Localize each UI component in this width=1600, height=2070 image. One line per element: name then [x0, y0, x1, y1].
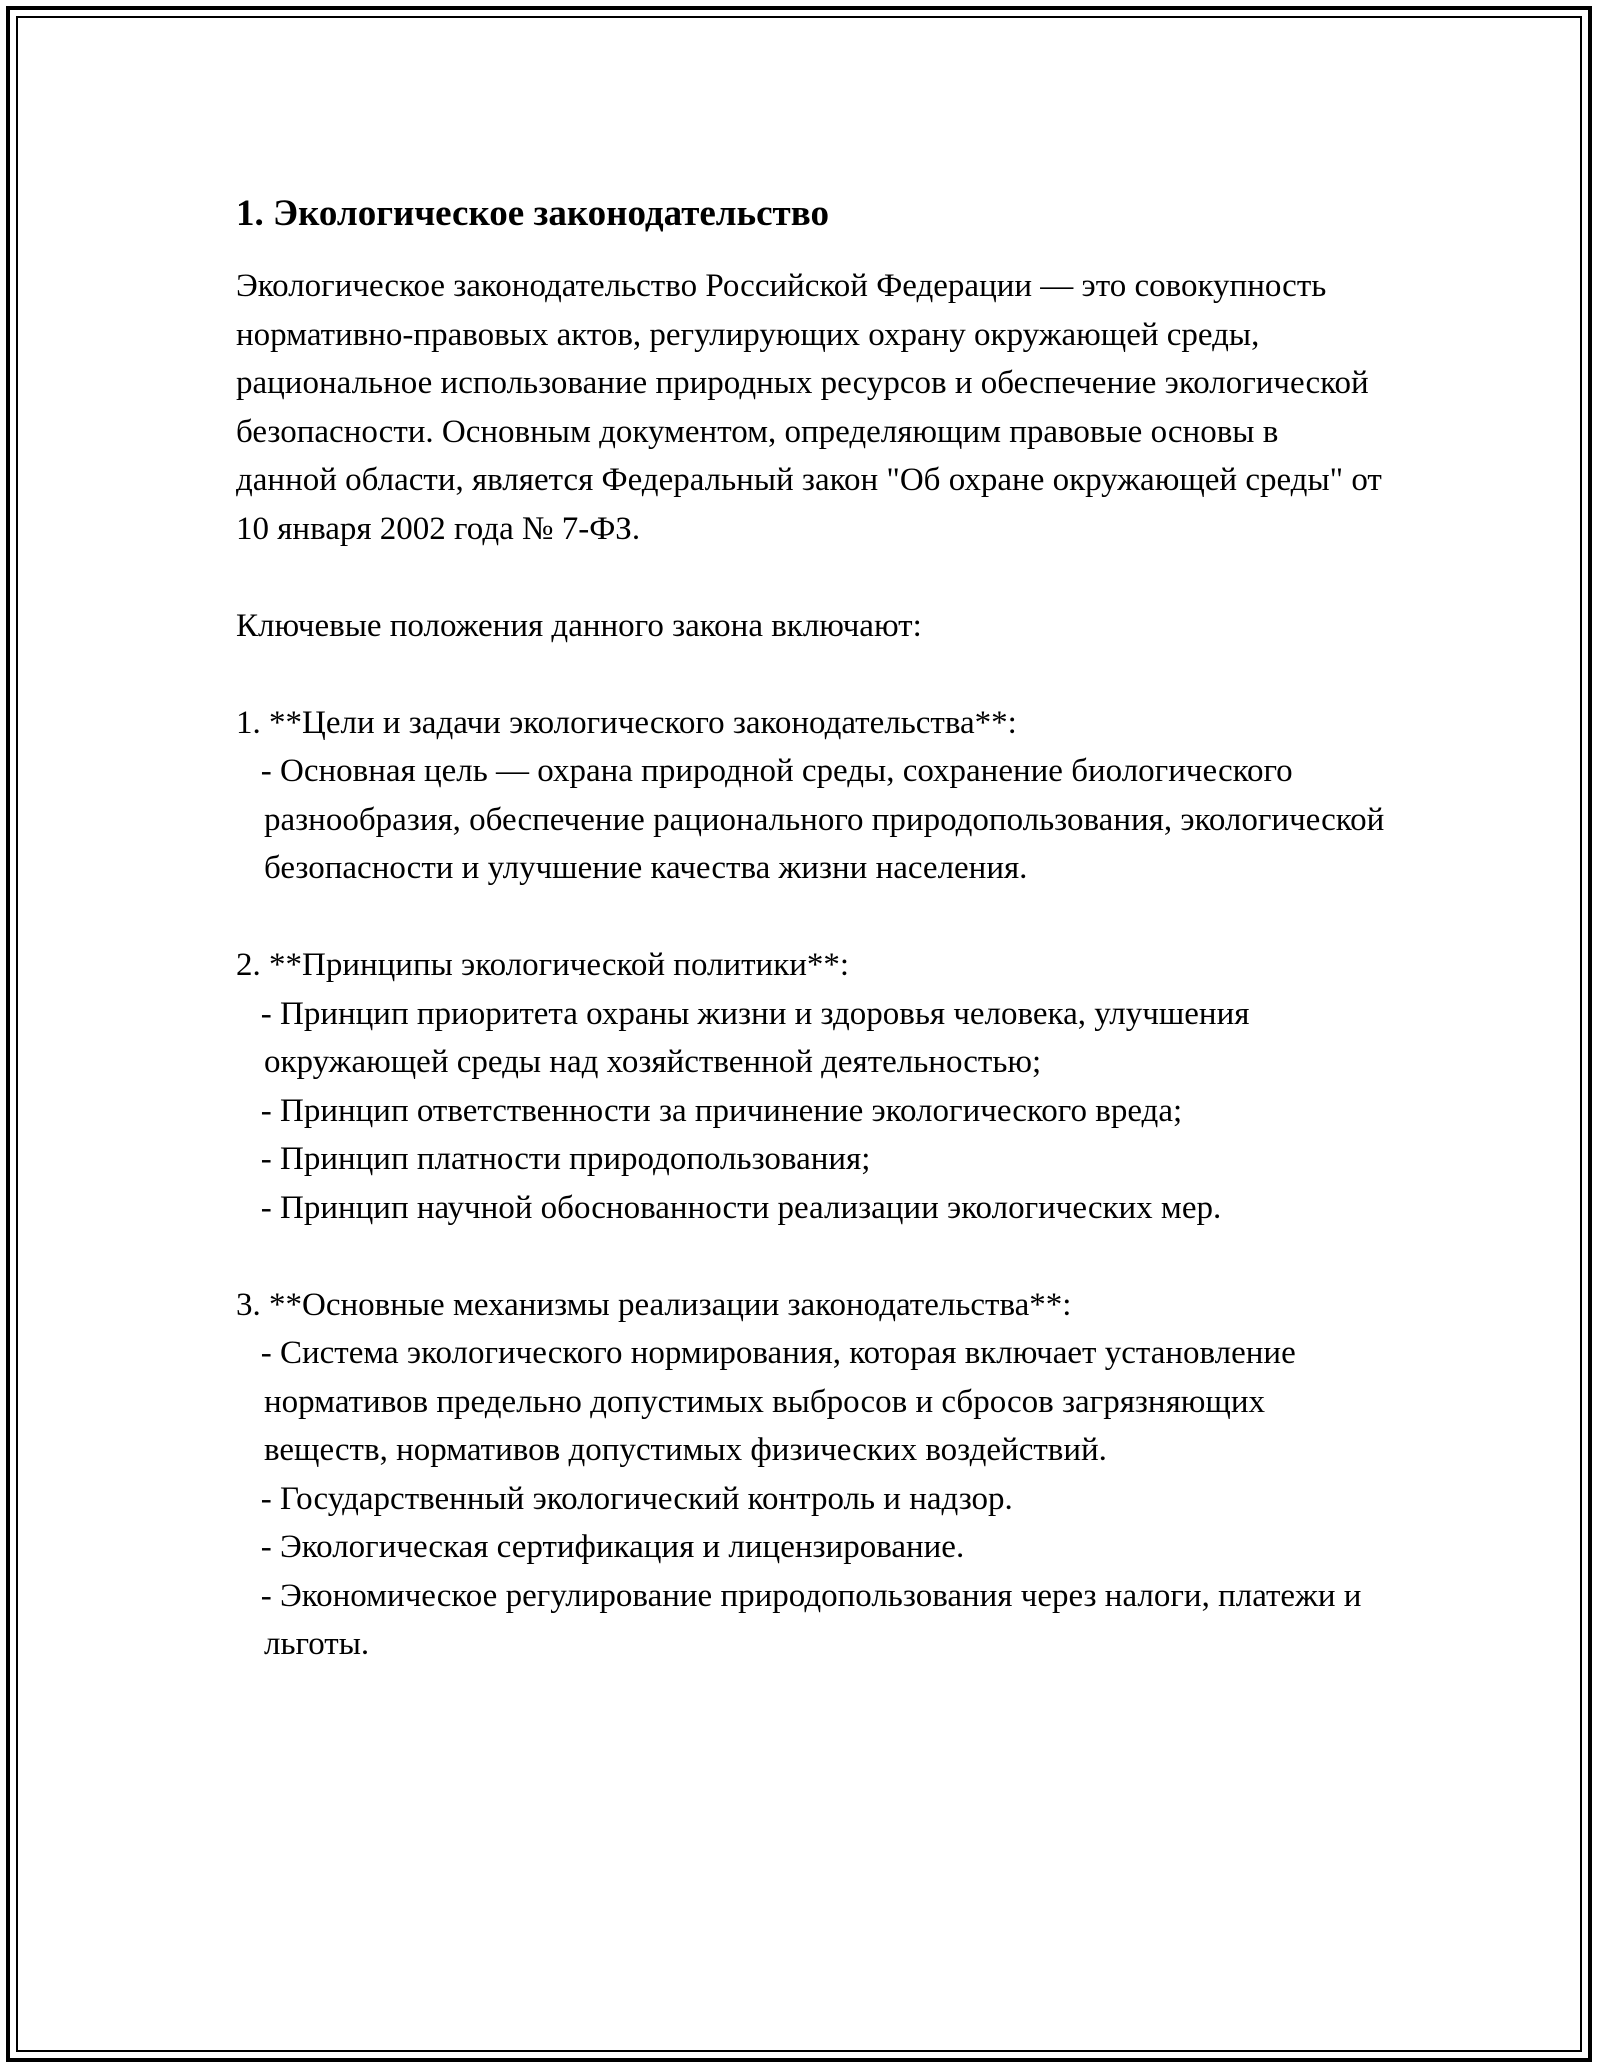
document-body: [236, 190, 1393, 1717]
section-mechanisms: [236, 1281, 1386, 1669]
section-goals: [236, 699, 1393, 893]
list-item: - Система экологического нормирования, которая включает установление нормативов предельно допустимых выбросов и сбросов загрязняющих веществ, нормативов допустимых физических воздействий.: [260, 1335, 1304, 1468]
list-item: - Экономическое регулирование природопользования через налоги, платежи и льготы.: [260, 1577, 1370, 1662]
list-item: - Основная цель — охрана природной среды, сохранение биологического разнообразия, обеспечение рационального природопользования, экологической безопасности и улучшение качества жизни населения.: [260, 753, 1393, 886]
list-item: - Принцип платности природопользования;: [260, 1141, 871, 1177]
list-item: - Экологическая сертификация и лицензирование.: [260, 1529, 965, 1565]
section-heading: 2. **Принципы экологической политики**:: [236, 947, 850, 983]
intro-paragraph: Экологическое законодательство Российской Федерации — это совокупность нормативно-правовых актов, регулирующих охрану окружающей среды, рациональное использование природных ресурсов и обеспечение экологической безопасности. Основным документом, определяющим правовые основы в данной области, является Федеральный закон "Об охране окружающей среды" от 10 января 2002 года № 7-ФЗ.: [236, 268, 1391, 547]
list-item: - Принцип ответственности за причинение экологического вреда;: [260, 1092, 1183, 1129]
lead-paragraph: Ключевые положения данного закона включают:: [236, 607, 922, 644]
section-heading: 3. **Основные механизмы реализации законодательства**:: [236, 1286, 1072, 1323]
document-title: 1. Экологическое законодательство: [236, 193, 829, 234]
list-item: - Принцип научной обоснованности реализации экологических мер.: [260, 1189, 1222, 1226]
section-principles: [236, 941, 1386, 1232]
list-item: - Принцип приоритета охраны жизни и здоровья человека, улучшения окружающей среды над хозяйственной деятельностью;: [260, 995, 1258, 1080]
list-item: - Государственный экологический контроль и надзор.: [260, 1480, 1013, 1517]
section-heading: 1. **Цели и задачи экологического законодательства**:: [236, 704, 1017, 741]
